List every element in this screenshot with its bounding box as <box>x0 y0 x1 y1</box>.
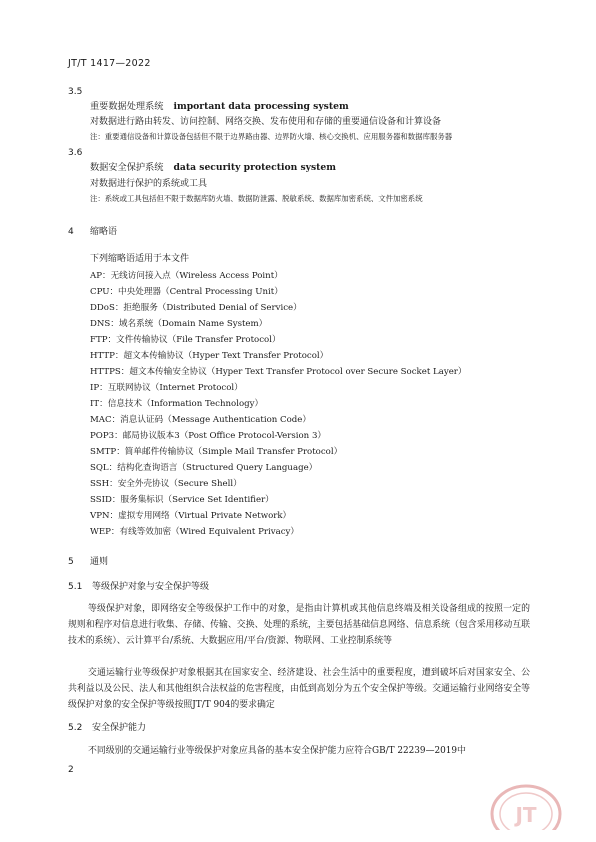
section-number: 5.1 <box>68 582 83 592</box>
list-item: VPN：虚拟专用网络（Virtual Private Network） <box>90 511 292 521</box>
list-item: DDoS：拒绝服务（Distributed Denial of Service） <box>90 303 302 313</box>
list-item: SSID：服务集标识（Service Set Identifier） <box>90 495 274 505</box>
subsection-heading <box>68 722 146 734</box>
section-heading <box>68 556 108 568</box>
section-number: 4 <box>68 227 74 237</box>
term-chinese: 数据安全保护系统 <box>90 162 164 173</box>
section-title: 安全保护能力 <box>92 723 147 733</box>
list-item: CPU：中央处理器（Central Processing Unit） <box>90 287 283 297</box>
section-number: 3.6 <box>68 148 83 158</box>
term-definition: 对数据进行保护的系统或工具 <box>90 179 208 189</box>
section-title: 缩略语 <box>90 227 118 237</box>
term-english: data security protection system <box>173 162 336 173</box>
list-item: HTTP：超文本传输协议（Hyper Text Transfer Protocol） <box>90 351 329 361</box>
section-number: 5 <box>68 557 74 567</box>
list-item: FTP：文件传输协议（File Transfer Protocol） <box>90 335 281 345</box>
list-item: DNS：域名系统（Domain Name System） <box>90 319 268 329</box>
watermark-stamp-icon <box>488 780 564 830</box>
document-code: JT/T 1417—2022 <box>68 58 151 69</box>
body-paragraph: 交通运输行业等级保护对象根据其在国家安全、经济建设、社会生活中的重要程度，遭到破坏后对国家安全、公共利益以及公民、法人和其他组织合法权益的危害程度，由低到高划分为五个安全保护等级。交通运输行业网络安全等级保护对象的安全保护等级按照JT/T 904的要求确定 <box>68 668 530 710</box>
section-title: 等级保护对象与安全保护等级 <box>92 582 210 592</box>
term-note: 注：重要通信设备和计算设备包括但不限于边界路由器、边界防火墙、核心交换机、应用服务器和数据库服务器 <box>90 132 453 141</box>
list-item: AP：无线访问接入点（Wireless Access Point） <box>90 271 283 281</box>
list-item: IP：互联网协议（Internet Protocol） <box>90 383 243 393</box>
section-number: 5.2 <box>68 723 83 733</box>
page-number: 2 <box>68 765 74 775</box>
list-item: MAC：消息认证码（Message Authentication Code） <box>90 415 311 425</box>
term-chinese: 重要数据处理系统 <box>90 101 164 112</box>
list-item: IT：信息技术（Information Technology） <box>90 399 264 409</box>
term-entry <box>90 101 349 113</box>
body-paragraph: 不同级别的交通运输行业等级保护对象应具备的基本安全保护能力应符合GB/T 22239—2019中 <box>88 746 466 756</box>
list-item: POP3：邮局协议版本3（Post Office Protocol-Version 3） <box>90 431 327 441</box>
term-note: 注：系统或工具包括但不限于数据库防火墙、数据防泄露、脱敏系统、数据库加密系统、文件加密系统 <box>90 194 423 203</box>
list-item: SQL：结构化查询语言（Structured Query Language） <box>90 463 318 473</box>
section-title: 通则 <box>90 557 109 567</box>
list-item: HTTPS：超文本传输安全协议（Hyper Text Transfer Protocol over Secure Socket Layer） <box>90 367 467 377</box>
section-heading <box>68 226 117 238</box>
stamp-text: JT <box>515 803 537 827</box>
term-english: important data processing system <box>173 101 349 112</box>
list-item: WEP：有线等效加密（Wired Equivalent Privacy） <box>90 527 299 537</box>
body-paragraph: 等级保护对象，即网络安全等级保护工作中的对象，是指由计算机或其他信息终端及相关设备组成的按照一定的规则和程序对信息进行收集、存储、传输、交换、处理的系统，主要包括基础信息网络、信息系统（包含采用移动互联技术的系统）、云计算平台/系统、大数据应用/平台/资源、物联网、工业控制系统等 <box>68 604 530 646</box>
abbreviation-intro: 下列缩略语适用于本文件 <box>90 254 190 264</box>
term-entry <box>90 162 336 174</box>
section-number: 3.5 <box>68 87 83 97</box>
subsection-heading <box>68 581 209 593</box>
list-item: SMTP：简单邮件传输协议（Simple Mail Transfer Protocol） <box>90 447 343 457</box>
list-item: SSH：安全外壳协议（Secure Shell） <box>90 479 242 489</box>
term-definition: 对数据进行路由转发、访问控制、网络交换、发布使用和存储的重要通信设备和计算设备 <box>90 117 442 127</box>
